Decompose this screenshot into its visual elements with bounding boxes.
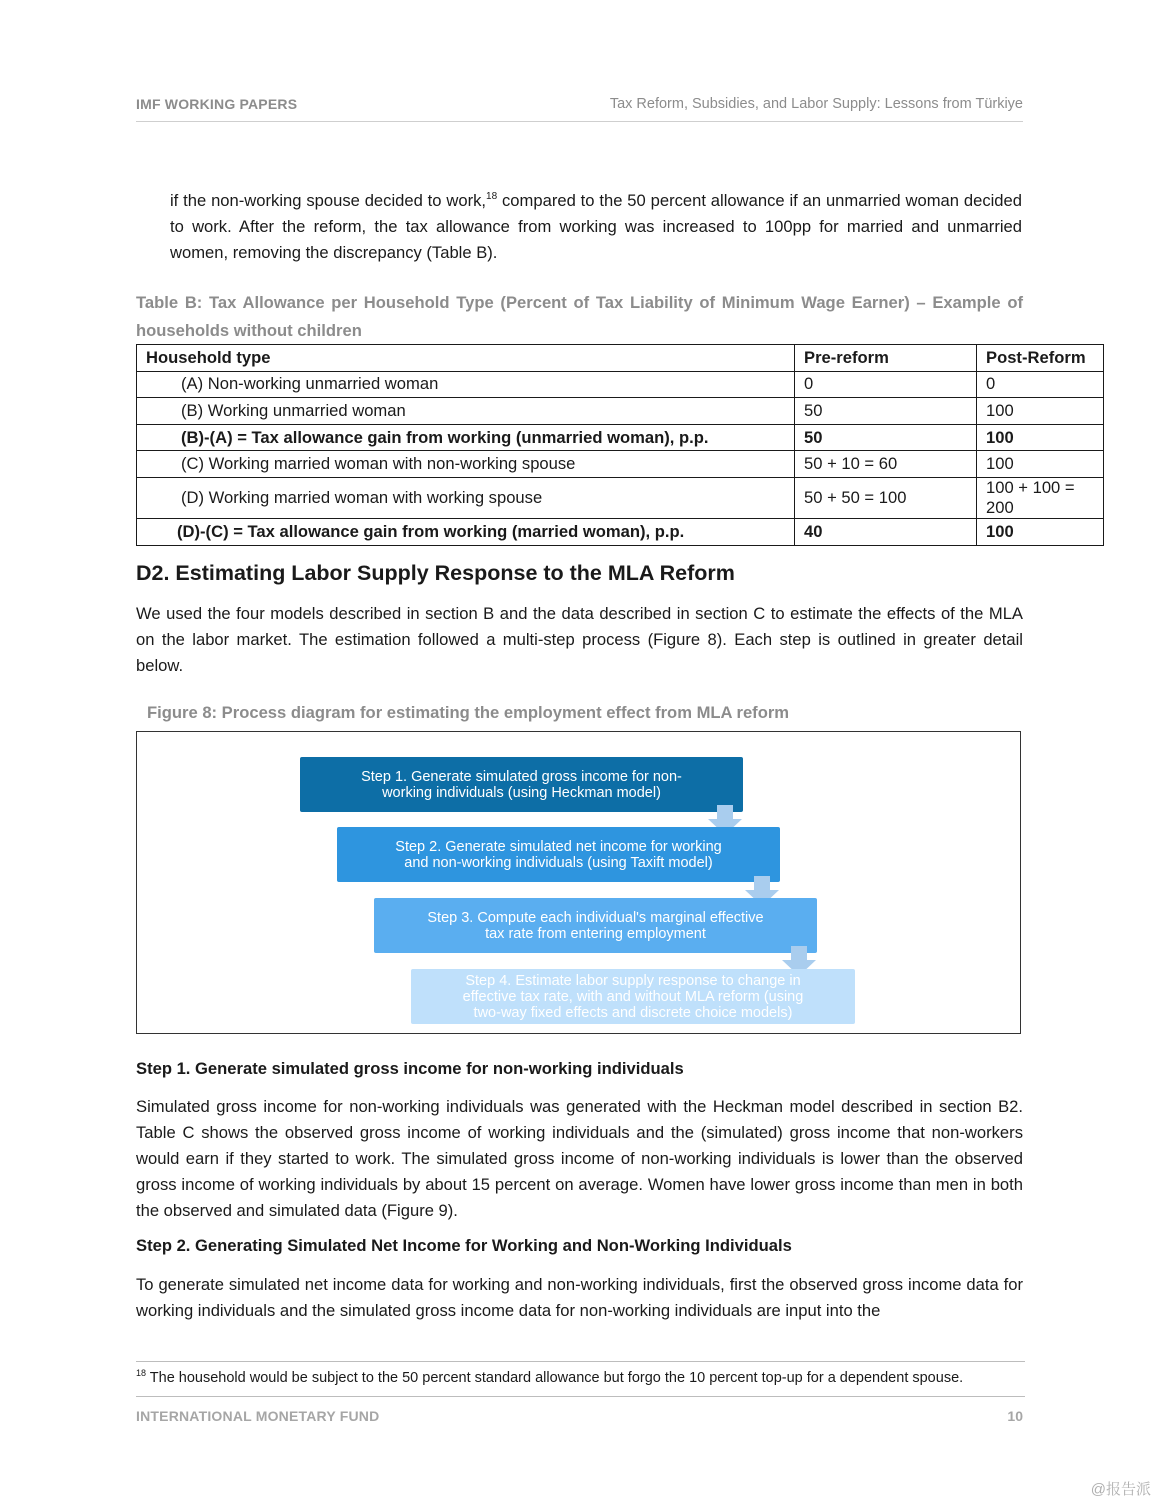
step-4-line-2: effective tax rate, with and without MLA reform (using [462,988,804,1005]
table-row [137,398,1104,425]
step-2-line-2: and non-working individuals (using Taxift model) [404,854,713,871]
step-4-line-3: two-way fixed effects and discrete choice models) [473,1004,793,1021]
header-divider [136,121,1023,122]
step-1-line-2: working individuals (using Heckman model) [382,784,661,801]
intro-text-cont: compared to the 50 percent allowance if an unmarried woman decided to work. After the reform, the tax allowance from working was increased to 100pp for married and unmarried women, removing the discrepancy (Table B). [170,191,1022,262]
process-step-1 [300,757,743,812]
footnote-divider [136,1361,1025,1362]
process-step-4 [411,969,855,1024]
table-b [136,344,1104,546]
cell-pre-reform: 50 [795,424,977,451]
step-4-line-1: Step 4. Estimate labor supply response to change in [465,972,801,989]
process-step-3 [374,898,817,953]
step-2-heading: Step 2. Generating Simulated Net Income for Working and Non-Working Individuals [136,1236,792,1255]
cell-pre-reform: 40 [795,518,977,545]
cell-post-reform: 100 [977,451,1104,478]
table-header-row [137,345,1104,372]
footnote-text: The household would be subject to the 50 percent standard allowance but forgo the 10 percent top-up for a dependent spouse. [146,1370,964,1386]
cell-pre-reform: 50 + 50 = 100 [795,477,977,518]
column-header-post-reform: Post-Reform [977,345,1104,372]
table-row [137,451,1104,478]
cell-household-type: (B) Working unmarried woman [137,398,795,425]
header-title: Tax Reform, Subsidies, and Labor Supply: Lessons from Türkiye [609,96,1023,112]
cell-post-reform: 100 [977,518,1104,545]
step-1-heading: Step 1. Generate simulated gross income for non-working individuals [136,1059,684,1078]
step-2-paragraph: To generate simulated net income data for working and non-working individuals, first the observed gross income data for working individuals and the simulated gross income data for non-working individuals are input into the [136,1275,1023,1320]
footnote-number: 18 [136,1368,147,1378]
footer-divider [136,1396,1025,1397]
intro-text: if the non-working spouse decided to work, [170,191,487,210]
cell-pre-reform: 50 [795,398,977,425]
footnote-ref-18[interactable]: 18 [486,191,498,202]
watermark: @报告派 [1090,1481,1151,1498]
intro-paragraph [170,188,1022,266]
footnote-18 [136,1370,963,1386]
step-3-line-1: Step 3. Compute each individual's marginal effective [427,909,764,926]
column-header-pre-reform: Pre-reform [795,345,977,372]
header-series: IMF WORKING PAPERS [136,96,298,112]
table-row-subtotal [137,424,1104,451]
step-1-paragraph: Simulated gross income for non-working individuals was generated with the Heckman model described in section B2. Table C shows the observed gross income of working individuals and the (simulated) gross income that non-workers would earn if they started to work. The simulated gross income of non-working individuals is lower than the observed gross income of working individuals by about 15 percent on average. Women have lower gross income than men in both the observed and simulated data (Figure 9). [136,1097,1023,1220]
table-row [137,371,1104,398]
cell-household-type: (D) Working married woman with working spouse [137,477,795,518]
cell-pre-reform: 50 + 10 = 60 [795,451,977,478]
figure-8-caption: Figure 8: Process diagram for estimating the employment effect from MLA reform [147,703,790,722]
cell-post-reform: 0 [977,371,1104,398]
cell-household-type: (B)-(A) = Tax allowance gain from working (unmarried woman), p.p. [137,424,795,451]
step-3-line-2: tax rate from entering employment [485,925,706,942]
footer-org: INTERNATIONAL MONETARY FUND [136,1408,380,1424]
step-2-line-1: Step 2. Generate simulated net income for working [395,838,722,855]
table-row [137,477,1104,518]
step-1-line-1: Step 1. Generate simulated gross income for non- [361,768,682,785]
cell-household-type: (A) Non-working unmarried woman [137,371,795,398]
cell-pre-reform: 0 [795,371,977,398]
cell-household-type: (D)-(C) = Tax allowance gain from working (married woman), p.p. [137,518,795,545]
cell-post-reform: 100 + 100 = 200 [977,477,1104,518]
cell-post-reform: 100 [977,424,1104,451]
table-row-subtotal [137,518,1104,545]
section-heading-d2: D2. Estimating Labor Supply Response to the MLA Reform [136,561,735,585]
column-header-household-type: Household type [137,345,795,372]
section-d2-paragraph: We used the four models described in section B and the data described in section C to estimate the effects of the MLA on the labor market. The estimation followed a multi-step process (Figure 8). Each step is outlined in greater detail below. [136,604,1023,675]
page-number: 10 [1007,1408,1023,1424]
cell-household-type: (C) Working married woman with non-working spouse [137,451,795,478]
table-b-caption: Table B: Tax Allowance per Household Type (Percent of Tax Liability of Minimum Wage Earner) – Example of households without children [136,293,1023,340]
process-step-2 [337,827,780,882]
cell-post-reform: 100 [977,398,1104,425]
